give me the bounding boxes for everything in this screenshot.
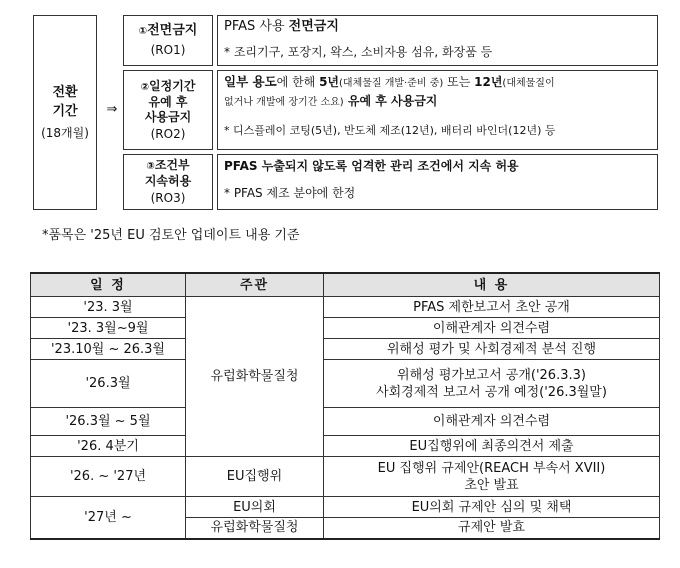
option-ro1-note: * 조리기구, 포장지, 왁스, 소비자용 섬유, 화장품 등	[224, 45, 493, 59]
header-organizer: 주관	[186, 273, 324, 297]
row-content: 이해관계자 의견수렴	[324, 408, 660, 436]
option-ro1-name: ①전면금지	[138, 23, 198, 38]
row-organizer-echa-2: 유럽화학물질청	[186, 518, 324, 539]
footnote: *품목은 '25년 EU 검토안 업데이트 내용 기준	[42, 228, 300, 243]
row-organizer-parliament: EU의회	[186, 497, 324, 518]
table-row	[31, 360, 660, 408]
header-date: 일 정	[31, 273, 186, 297]
row-organizer-echa: 유럽화학물질청	[186, 297, 324, 457]
row-content: EU집행위에 최종의견서 제출	[324, 436, 660, 457]
schedule-header-row	[31, 273, 660, 297]
row-date: '26.3월 ~ 5월	[31, 408, 186, 436]
table-row	[31, 318, 660, 339]
row-content: PFAS 제한보고서 초안 공개	[324, 297, 660, 318]
row-date: '26. 4분기	[31, 436, 186, 457]
table-row	[31, 408, 660, 436]
option-ro1-number: ①	[138, 26, 148, 37]
option-ro2-note: * 디스플레이 코팅(5년), 반도체 제조(12년), 배터리 바인더(12년) 등	[224, 124, 556, 137]
row-date: '23. 3월~9월	[31, 318, 186, 339]
option-ro2-label	[123, 70, 213, 150]
row-content: 위해성 평가 및 사회경제적 분석 진행	[324, 339, 660, 360]
transition-label-months: (18개월)	[41, 125, 89, 140]
header-content: 내 용	[324, 273, 660, 297]
row-date: '26. ~ '27년	[31, 457, 186, 497]
option-ro2-name-line1: ②일정기간	[140, 78, 196, 93]
row-date: '23.10월 ~ 26.3월	[31, 339, 186, 360]
row-organizer-commission: EU집행위	[186, 457, 324, 497]
transition-period-box	[33, 15, 97, 210]
table-row	[31, 339, 660, 360]
row-date: '26.3월	[31, 360, 186, 408]
option-ro1-description	[217, 15, 658, 66]
row-content	[324, 457, 660, 497]
option-ro2-name-line3: 사용금지	[144, 109, 192, 124]
option-ro1-code: (RO1)	[150, 43, 186, 57]
row-content: 이해관계자 의견수렴	[324, 318, 660, 339]
table-row	[31, 436, 660, 457]
option-ro3-main: PFAS 누출되지 않도록 엄격한 관리 조건에서 지속 허용	[224, 159, 519, 173]
table-row	[31, 457, 660, 497]
option-ro3-note: * PFAS 제조 분야에 한정	[224, 186, 356, 200]
option-ro1-main: PFAS 사용 전면금지	[224, 19, 339, 34]
arrow-icon: ⇒	[106, 102, 118, 117]
table-row	[31, 297, 660, 318]
transition-label-line1: 전환	[52, 84, 78, 100]
option-ro3-number: ③	[146, 161, 155, 172]
option-ro1-label	[123, 15, 213, 66]
transition-label-line2: 기간	[52, 103, 78, 119]
option-ro2-description	[217, 70, 658, 150]
row-content-line2: 사회경제적 보고서 공개 예정('26.3월말)	[376, 384, 607, 400]
option-ro3-label	[123, 154, 213, 210]
option-ro2-main-line2: 없거나 개발에 장기간 소요) 유예 후 사용금지	[224, 94, 438, 108]
row-content: 규제안 발효	[324, 518, 660, 539]
option-ro3-description	[217, 154, 658, 210]
option-ro3-name-line2: 지속허용	[144, 174, 192, 188]
row-content	[324, 360, 660, 408]
row-date: '27년 ~	[31, 497, 186, 539]
option-ro2-main-line1: 일부 용도에 한해 5년(대체물질 개발·준비 중) 또는 12년(대체물질이	[224, 74, 555, 89]
option-ro2-number: ②	[140, 81, 150, 93]
row-date: '23. 3월	[31, 297, 186, 318]
option-ro3-code: (RO3)	[150, 191, 186, 205]
schedule-table	[30, 272, 660, 540]
row-content-line2: 초안 발표	[464, 477, 519, 493]
row-content-line1: 위해성 평가보고서 공개('26.3.3)	[397, 367, 586, 383]
option-ro3-name-line1: ③조건부	[146, 158, 190, 172]
option-ro2-code: (RO2)	[150, 126, 186, 141]
option-ro2-name-line2: 유예 후	[148, 94, 188, 109]
row-content-line1: EU 집행위 규제안(REACH 부속서 XVII)	[377, 460, 606, 476]
table-row	[31, 497, 660, 518]
row-content: EU의회 규제안 심의 및 채택	[324, 497, 660, 518]
